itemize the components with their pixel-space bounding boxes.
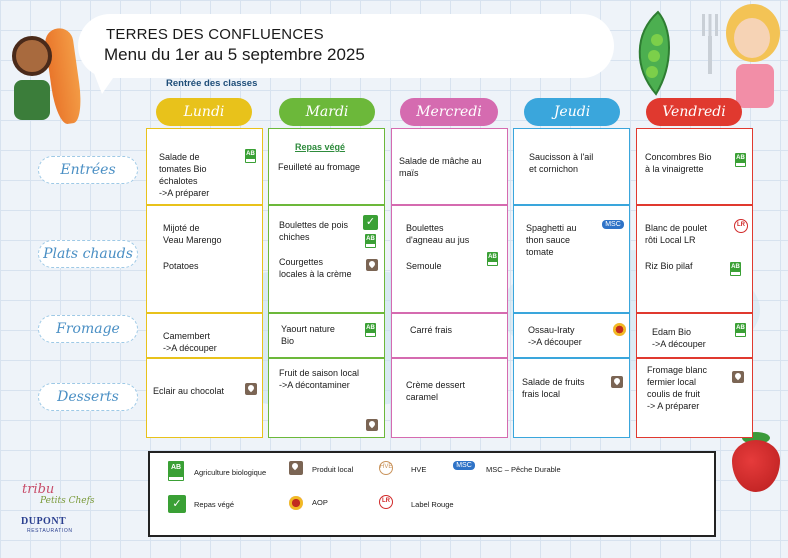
title-bubble-tail [92, 68, 120, 94]
local-product-icon [366, 419, 378, 431]
msc-icon: MSC [602, 220, 624, 229]
bio-icon: AB [245, 149, 256, 163]
menu-item-plat: Mijoté de Veau Marengo [163, 223, 222, 245]
menu-item-plat: Boulettes de pois chiches [279, 220, 349, 242]
row-divider [269, 204, 384, 206]
menu-item-dessert: Fruit de saison local ->A décontaminer [279, 368, 360, 390]
bio-icon: AB [735, 323, 746, 337]
strawberry-illustration [732, 440, 780, 492]
girl-face [734, 18, 770, 58]
hve-icon: HVE [379, 461, 393, 475]
week-subtitle: Rentrée des classes [166, 78, 258, 89]
fork-illustration [700, 14, 720, 74]
bio-icon: AB [730, 262, 741, 276]
dupont-logo: DUPONT [21, 516, 67, 527]
row-divider [392, 312, 507, 314]
vege-meal-tag: Repas végé [295, 142, 346, 152]
day-header-mardi: Mardi [279, 98, 375, 126]
menu-item-plat-side: Semoule [406, 261, 442, 271]
vege-icon: ✓ [363, 215, 378, 230]
day-column-mardi [268, 128, 385, 438]
local-product-icon [245, 383, 257, 395]
row-divider [392, 357, 507, 359]
menu-item-dessert: Salade de fruits frais local [522, 377, 585, 399]
bio-icon: AB [365, 323, 376, 337]
legend-aop-label: AOP [312, 498, 328, 507]
menu-item-plat-side: Riz Bio pilaf [645, 261, 693, 271]
legend-msc-label: MSC – Pêche Durable [486, 465, 561, 474]
row-divider [147, 204, 262, 206]
day-column-lundi [146, 128, 263, 438]
menu-item-dessert: Crème dessert caramel [406, 380, 466, 402]
local-product-icon [366, 259, 378, 271]
menu-item-entree: Feuilleté au fromage [278, 162, 361, 172]
row-divider [637, 357, 752, 359]
menu-item-fromage: Carré frais [410, 325, 453, 335]
row-label-fromage: Fromage [38, 315, 138, 343]
row-divider [147, 312, 262, 314]
day-column-jeudi [513, 128, 630, 438]
menu-item-plat: Blanc de poulet rôti Local LR [645, 223, 708, 245]
menu-item-entree: Concombres Bio à la vinaigrette [645, 152, 712, 174]
tribu-logo-subtitle: Petits Chefs [40, 496, 95, 506]
day-header-mercredi: Mercredi [400, 98, 498, 126]
tribu-logo: tribu [22, 482, 55, 497]
chef-kid-illustration [12, 36, 52, 76]
menu-item-fromage: Yaourt nature Bio [281, 324, 335, 346]
menu-item-plat-side: Courgettes locales à la crème [279, 257, 352, 279]
row-divider [637, 312, 752, 314]
peas-illustration [628, 8, 684, 98]
dupont-logo-subtitle: RESTAURATION [27, 528, 73, 534]
day-column-mercredi [391, 128, 508, 438]
bio-icon: AB [487, 252, 498, 266]
row-divider [514, 357, 629, 359]
label-rouge-icon: LR [379, 495, 393, 509]
row-label-entrees: Entrées [38, 156, 138, 184]
menu-item-entree: Salade de tomates Bio échalotes ->A préparer [159, 152, 210, 198]
bio-icon: AB [735, 153, 746, 167]
menu-item-dessert: Eclair au chocolat [153, 386, 225, 396]
menu-item-plat: Spaghetti au thon sauce tomate [526, 223, 577, 257]
day-header-jeudi: Jeudi [524, 98, 620, 126]
menu-item-fromage: Camembert ->A découper [163, 331, 217, 353]
row-divider [147, 357, 262, 359]
row-divider [514, 312, 629, 314]
vege-icon: ✓ [168, 495, 186, 513]
row-divider [269, 357, 384, 359]
menu-item-fromage: Edam Bio ->A découper [652, 327, 706, 349]
menu-item-plat-side: Potatoes [163, 261, 199, 271]
aop-icon [613, 323, 626, 336]
page-title: Menu du 1er au 5 septembre 2025 [104, 45, 365, 64]
menu-item-plat: Boulettes d'agneau au jus [406, 223, 470, 245]
organization-name: TERRES DES CONFLUENCES [106, 26, 324, 43]
local-product-icon [611, 376, 623, 388]
local-product-icon [289, 461, 303, 475]
legend-hve-label: HVE [411, 465, 427, 474]
legend-label-rouge-label: Label Rouge [411, 500, 454, 509]
msc-icon: MSC [453, 461, 475, 470]
label-rouge-icon: LR [734, 219, 748, 233]
chef-kid-body [14, 80, 50, 120]
legend-vege-label: Repas végé [194, 500, 235, 509]
row-divider [392, 204, 507, 206]
row-label-plats-chauds: Plats chauds [38, 240, 138, 268]
legend-local-label: Produit local [312, 465, 354, 474]
bio-icon: AB [365, 234, 376, 248]
local-product-icon [732, 371, 744, 383]
row-divider [514, 204, 629, 206]
day-header-vendredi: Vendredi [646, 98, 742, 126]
row-label-desserts: Desserts [38, 383, 138, 411]
day-header-lundi: Lundi [156, 98, 252, 126]
menu-item-dessert: Fromage blanc fermier local coulis de fruit -> A préparer [647, 365, 708, 411]
menu-item-entree: Saucisson à l'ail et cornichon [529, 152, 594, 174]
row-divider [269, 312, 384, 314]
row-divider [637, 204, 752, 206]
aop-icon [289, 496, 303, 510]
bio-icon: AB [168, 461, 184, 481]
girl-body [736, 64, 774, 108]
legend-box [148, 451, 716, 537]
legend-bio-label: Agriculture biologique [194, 468, 267, 477]
day-column-vendredi [636, 128, 753, 438]
menu-item-fromage: Ossau-Iraty ->A découper [528, 325, 582, 347]
menu-item-entree: Salade de mâche au maïs [399, 156, 482, 178]
